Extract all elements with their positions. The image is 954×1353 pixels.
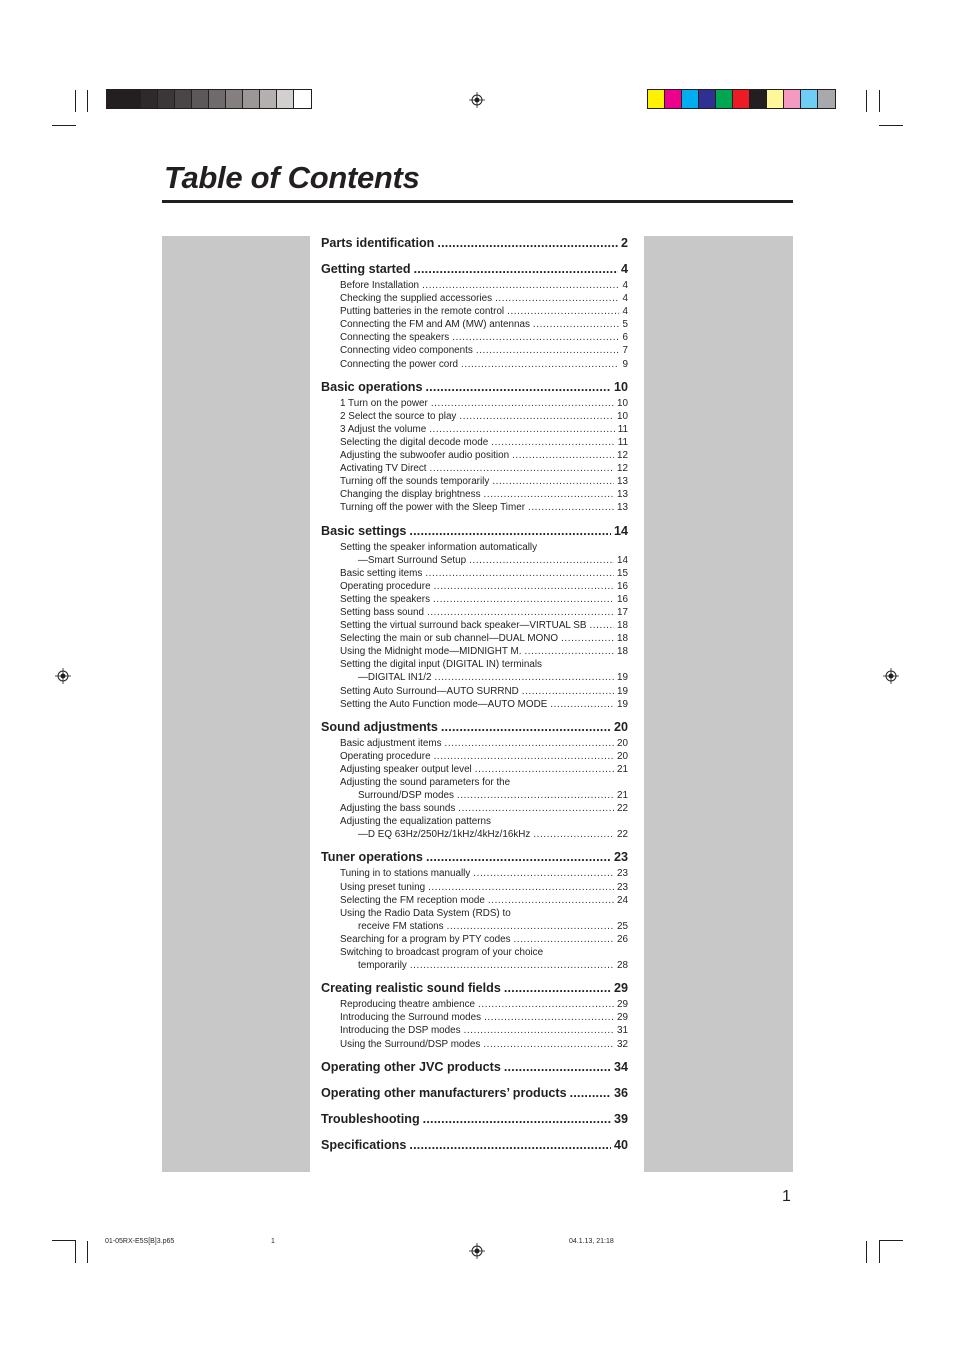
toc-entry-text: Using preset tuning — [340, 881, 426, 893]
gray-calibration-bars — [106, 89, 312, 109]
dot-leader — [522, 685, 614, 698]
toc-section — [321, 233, 628, 253]
toc-entry-text: Setting the Auto Function mode—AUTO MODE — [340, 698, 548, 710]
dot-leader — [431, 397, 614, 410]
toc-entry[interactable] — [321, 501, 628, 514]
dot-leader — [492, 475, 614, 488]
toc-entry[interactable] — [321, 1011, 628, 1024]
toc-entry-page: 13 — [617, 489, 628, 501]
table-of-contents — [321, 233, 628, 1155]
dot-leader — [458, 802, 614, 815]
toc-entry-text: Operating procedure — [340, 750, 431, 762]
registration-mark-icon — [55, 668, 71, 684]
toc-entry-text: Adjusting speaker output level — [340, 763, 472, 775]
calibration-swatch — [158, 90, 175, 108]
toc-entry-text: Activating TV Direct — [340, 463, 427, 475]
toc-heading-title: Sound adjustments — [321, 719, 438, 734]
footer-page: 1 — [271, 1238, 275, 1245]
toc-entry[interactable] — [321, 685, 628, 698]
toc-heading[interactable] — [321, 978, 628, 998]
toc-entry[interactable] — [321, 462, 628, 475]
toc-entry-page: 5 — [622, 319, 628, 331]
toc-entry[interactable] — [321, 750, 628, 763]
toc-entry-page: 22 — [617, 803, 628, 815]
toc-entry[interactable] — [321, 358, 628, 371]
dot-leader — [461, 358, 619, 371]
toc-entry-text: 2 Select the source to play — [340, 410, 457, 422]
toc-heading-title: Parts identification — [321, 236, 435, 250]
dot-leader — [429, 423, 615, 436]
calibration-swatch — [107, 90, 124, 108]
dot-leader — [426, 847, 611, 867]
toc-entry-page: 10 — [617, 397, 628, 409]
toc-entry[interactable] — [321, 554, 628, 567]
toc-entry-text: Setting the digital input (DIGITAL IN) terminals — [340, 659, 542, 671]
page-number: 1 — [782, 1188, 791, 1205]
dot-leader — [475, 763, 614, 776]
toc-entry-text: Adjusting the subwoofer audio position — [340, 450, 510, 462]
dot-leader — [425, 377, 611, 397]
dot-leader — [422, 279, 619, 292]
toc-entry-text: Selecting the main or sub channel—DUAL MONO — [340, 633, 559, 645]
toc-heading[interactable] — [321, 717, 628, 737]
footer-date: 04.1.13, 21:18 — [569, 1238, 614, 1245]
toc-entry-text: Basic setting items — [340, 567, 423, 579]
toc-entry-text: Putting batteries in the remote control — [340, 306, 505, 318]
calibration-swatch — [226, 90, 243, 108]
dot-leader — [414, 259, 618, 279]
toc-entry-text: Operating procedure — [340, 580, 431, 592]
toc-entry[interactable] — [321, 1024, 628, 1037]
toc-heading[interactable] — [321, 521, 628, 541]
dot-leader — [483, 1038, 614, 1051]
calibration-swatch — [750, 90, 767, 108]
toc-heading-page: 14 — [613, 523, 628, 538]
dot-leader — [570, 1083, 611, 1103]
toc-entry-text: Switching to broadcast program of your choice — [340, 947, 544, 959]
toc-heading-title: Specifications — [321, 1137, 407, 1152]
toc-entry[interactable] — [321, 567, 628, 580]
dot-leader — [589, 619, 614, 632]
dot-leader — [550, 698, 614, 711]
toc-entry-page: 19 — [617, 685, 628, 697]
dot-leader — [437, 233, 618, 253]
crop-mark — [879, 90, 880, 112]
calibration-swatch — [192, 90, 209, 108]
crop-mark — [866, 1241, 867, 1263]
toc-section — [321, 1135, 628, 1155]
dot-leader — [423, 1109, 611, 1129]
toc-entry-page: 21 — [617, 790, 628, 802]
toc-entry-text: Setting bass sound — [340, 606, 424, 618]
toc-entry-text: receive FM stations — [358, 920, 444, 932]
dot-leader — [409, 1135, 611, 1155]
toc-section — [321, 847, 628, 972]
calibration-swatch — [682, 90, 699, 108]
toc-entry[interactable] — [321, 580, 628, 593]
crop-mark — [87, 1241, 88, 1263]
toc-entry[interactable] — [321, 763, 628, 776]
crop-mark — [52, 125, 76, 126]
dot-leader — [533, 828, 614, 841]
dot-leader — [452, 331, 619, 344]
toc-entry-page: 29 — [617, 999, 628, 1011]
calibration-swatch — [818, 90, 835, 108]
toc-entry[interactable] — [321, 802, 628, 815]
toc-heading-title: Basic settings — [321, 523, 407, 538]
page-title: Table of Contents — [164, 160, 420, 195]
toc-entry[interactable] — [321, 907, 628, 920]
toc-heading-page: 4 — [620, 262, 628, 276]
toc-entry-text: Reproducing theatre ambience — [340, 999, 476, 1011]
calibration-swatch — [141, 90, 158, 108]
toc-entry-text: Introducing the DSP modes — [340, 1025, 461, 1037]
calibration-swatch — [294, 90, 311, 108]
dot-leader — [441, 717, 611, 737]
dot-leader — [488, 894, 614, 907]
toc-entry-text: Setting Auto Surround—AUTO SURRND — [340, 685, 519, 697]
calibration-swatch — [648, 90, 665, 108]
dot-leader — [491, 436, 615, 449]
dot-leader — [476, 344, 619, 357]
toc-heading-title: Creating realistic sound fields — [321, 981, 501, 996]
crop-mark — [75, 90, 76, 112]
toc-section — [321, 259, 628, 371]
dot-leader — [504, 978, 611, 998]
toc-entry[interactable] — [321, 946, 628, 959]
toc-entry-page: 4 — [622, 306, 628, 318]
toc-heading[interactable] — [321, 1109, 628, 1129]
toc-entry-page: 18 — [617, 646, 628, 658]
toc-entry[interactable] — [321, 436, 628, 449]
right-gray-panel — [644, 236, 793, 1172]
toc-entry-page: 21 — [617, 763, 628, 775]
title-rule — [162, 200, 793, 203]
toc-heading-title: Operating other JVC products — [321, 1059, 501, 1074]
toc-heading-page: 23 — [613, 850, 628, 865]
dot-leader — [409, 521, 611, 541]
toc-entry-text: Using the Midnight mode—MIDNIGHT M. — [340, 646, 522, 658]
footer-file-name: 01-05RX-E5S[B]3.p65 — [105, 1238, 175, 1245]
toc-entry-page: 4 — [622, 280, 628, 291]
dot-leader — [430, 462, 614, 475]
dot-leader — [524, 645, 614, 658]
toc-entry-text: Connecting the power cord — [340, 358, 459, 370]
toc-entry-page: 4 — [622, 293, 628, 305]
crop-mark — [52, 1240, 76, 1241]
toc-entry-page: 29 — [617, 1012, 628, 1024]
toc-entry-text: Changing the display brightness — [340, 489, 481, 501]
toc-entry[interactable] — [321, 894, 628, 907]
toc-entry-text: —D EQ 63Hz/250Hz/1kHz/4kHz/16kHz — [358, 829, 531, 841]
toc-entry-text: Setting the speakers — [340, 593, 431, 605]
toc-heading-page: 2 — [620, 236, 628, 250]
registration-mark-icon — [469, 92, 485, 108]
toc-entry[interactable] — [321, 541, 628, 554]
toc-entry-text: Adjusting the sound parameters for the — [340, 777, 511, 788]
toc-entry-page: 28 — [617, 960, 628, 972]
toc-entry-page: 32 — [617, 1038, 628, 1050]
toc-section — [321, 717, 628, 842]
toc-entry[interactable] — [321, 488, 628, 501]
toc-entry-page: 19 — [617, 672, 628, 684]
calibration-swatch — [277, 90, 294, 108]
dot-leader — [434, 750, 614, 763]
toc-entry-page: 10 — [617, 410, 628, 422]
toc-entry-text: temporarily — [358, 960, 407, 972]
dot-leader — [478, 998, 614, 1011]
toc-entry-text: 1 Turn on the power — [340, 397, 428, 409]
toc-entry-text: Adjusting the equalization patterns — [340, 816, 491, 828]
toc-entry-page: 18 — [617, 633, 628, 645]
toc-entry[interactable] — [321, 475, 628, 488]
toc-entry-text: Turning off the power with the Sleep Timer — [340, 502, 525, 514]
toc-heading-title: Tuner operations — [321, 850, 423, 865]
toc-entry[interactable] — [321, 1038, 628, 1051]
toc-entry[interactable] — [321, 423, 628, 436]
toc-entry[interactable] — [321, 279, 628, 292]
toc-entry-text: Setting the speaker information automatically — [340, 541, 538, 553]
calibration-swatch — [260, 90, 277, 108]
toc-entry[interactable] — [321, 632, 628, 645]
toc-entry[interactable] — [321, 776, 628, 789]
toc-heading-page: 34 — [613, 1059, 628, 1074]
toc-entry-page: 16 — [617, 593, 628, 605]
toc-entry-page: 13 — [617, 476, 628, 488]
dot-leader — [425, 567, 614, 580]
toc-entry[interactable] — [321, 933, 628, 946]
dot-leader — [435, 671, 614, 684]
toc-entry-text: Using the Surround/DSP modes — [340, 1038, 481, 1050]
toc-entry-page: 20 — [617, 750, 628, 762]
calibration-swatch — [767, 90, 784, 108]
toc-entry-page: 9 — [622, 358, 628, 370]
dot-leader — [433, 593, 614, 606]
toc-heading-page: 20 — [613, 719, 628, 734]
toc-entry-page: 12 — [617, 463, 628, 475]
toc-entry-page: 11 — [617, 423, 628, 435]
calibration-swatch — [209, 90, 226, 108]
toc-entry-text: Connecting video components — [340, 345, 473, 357]
dot-leader — [445, 737, 614, 750]
toc-section — [321, 521, 628, 711]
toc-entry[interactable] — [321, 828, 628, 841]
dot-leader — [533, 318, 619, 331]
toc-entry[interactable] — [321, 305, 628, 318]
toc-heading-page: 39 — [613, 1111, 628, 1126]
toc-entry-page: 16 — [617, 580, 628, 592]
dot-leader — [447, 920, 614, 933]
toc-entry-page: 11 — [617, 436, 628, 448]
toc-entry-page: 7 — [622, 345, 628, 357]
toc-entry[interactable] — [321, 815, 628, 828]
toc-entry[interactable] — [321, 344, 628, 357]
toc-entry-page: 25 — [617, 920, 628, 932]
toc-entry-text: Checking the supplied accessories — [340, 293, 493, 305]
crop-mark — [87, 90, 88, 112]
toc-entry-page: 24 — [617, 894, 628, 906]
dot-leader — [464, 1024, 614, 1037]
toc-entry-text: Surround/DSP modes — [358, 790, 454, 802]
toc-entry-text: Selecting the digital decode mode — [340, 436, 489, 448]
dot-leader — [484, 488, 614, 501]
calibration-swatch — [716, 90, 733, 108]
toc-entry-text: Basic adjustment items — [340, 737, 442, 749]
crop-mark — [75, 1241, 76, 1263]
dot-leader — [528, 501, 614, 514]
toc-entry-text: Setting the virtual surround back speaker—VIRTUAL SB — [340, 620, 587, 632]
toc-entry-page: 23 — [617, 868, 628, 880]
toc-section — [321, 1109, 628, 1129]
toc-entry-text: Connecting the FM and AM (MW) antennas — [340, 319, 530, 331]
toc-entry-text: —Smart Surround Setup — [358, 554, 467, 566]
calibration-swatch — [243, 90, 260, 108]
toc-entry[interactable] — [321, 645, 628, 658]
toc-entry-page: 14 — [617, 554, 628, 566]
calibration-swatch — [784, 90, 801, 108]
color-calibration-bars — [647, 89, 836, 109]
toc-entry-page: 26 — [617, 933, 628, 945]
toc-entry-text: Tuning in to stations manually — [340, 868, 471, 880]
toc-entry-text: Introducing the Surround modes — [340, 1012, 482, 1024]
toc-heading-page: 29 — [613, 981, 628, 996]
toc-entry[interactable] — [321, 920, 628, 933]
calibration-swatch — [665, 90, 682, 108]
toc-section — [321, 377, 628, 515]
toc-heading-title: Getting started — [321, 262, 411, 276]
toc-entry-page: 22 — [617, 829, 628, 841]
toc-entry-page: 20 — [617, 737, 628, 749]
toc-entry-page: 6 — [622, 332, 628, 344]
dot-leader — [434, 580, 614, 593]
toc-entry-text: Adjusting the bass sounds — [340, 803, 456, 815]
toc-section — [321, 1083, 628, 1103]
toc-entry[interactable] — [321, 698, 628, 711]
toc-heading[interactable] — [321, 377, 628, 397]
crop-mark — [879, 1241, 880, 1263]
toc-heading[interactable] — [321, 1057, 628, 1077]
dot-leader — [410, 959, 614, 972]
calibration-swatch — [801, 90, 818, 108]
toc-entry-text: Using the Radio Data System (RDS) to — [340, 907, 511, 919]
dot-leader — [484, 1011, 614, 1024]
calibration-swatch — [733, 90, 750, 108]
toc-heading-page: 40 — [613, 1137, 628, 1152]
toc-entry-page: 12 — [617, 450, 628, 462]
toc-heading[interactable] — [321, 259, 628, 279]
toc-entry-page: 17 — [617, 606, 628, 618]
toc-entry[interactable] — [321, 867, 628, 880]
dot-leader — [473, 867, 614, 880]
toc-entry-page: 18 — [617, 620, 628, 632]
registration-mark-icon — [883, 668, 899, 684]
toc-entry[interactable] — [321, 671, 628, 684]
toc-heading-page: 36 — [613, 1085, 628, 1100]
toc-heading[interactable] — [321, 847, 628, 867]
dot-leader — [495, 292, 619, 305]
crop-mark — [879, 125, 903, 126]
toc-entry-text: 3 Adjust the volume — [340, 423, 427, 435]
toc-heading-title: Troubleshooting — [321, 1111, 420, 1126]
toc-entry[interactable] — [321, 789, 628, 802]
toc-entry[interactable] — [321, 959, 628, 972]
left-gray-panel — [162, 236, 310, 1172]
toc-entry[interactable] — [321, 331, 628, 344]
toc-entry[interactable] — [321, 397, 628, 410]
toc-section — [321, 1057, 628, 1077]
toc-heading-page: 10 — [613, 379, 628, 394]
toc-entry[interactable] — [321, 658, 628, 671]
toc-entry[interactable] — [321, 606, 628, 619]
dot-leader — [512, 449, 614, 462]
toc-entry[interactable] — [321, 998, 628, 1011]
crop-mark — [866, 90, 867, 112]
toc-entry-page: 31 — [617, 1025, 628, 1037]
toc-entry-text: —DIGITAL IN1/2 — [358, 672, 432, 684]
dot-leader — [457, 789, 614, 802]
toc-heading[interactable] — [321, 233, 628, 253]
toc-entry[interactable] — [321, 292, 628, 305]
calibration-swatch — [175, 90, 192, 108]
toc-entry[interactable] — [321, 881, 628, 894]
dot-leader — [459, 410, 614, 423]
toc-heading-title: Operating other manufacturers’ products — [321, 1085, 567, 1100]
toc-entry-text: Searching for a program by PTY codes — [340, 933, 511, 945]
dot-leader — [469, 554, 614, 567]
toc-entry[interactable] — [321, 410, 628, 423]
toc-entry[interactable] — [321, 449, 628, 462]
toc-heading[interactable] — [321, 1135, 628, 1155]
toc-entry-page: 13 — [617, 502, 628, 514]
toc-entry[interactable] — [321, 619, 628, 632]
dot-leader — [427, 606, 614, 619]
calibration-swatch — [124, 90, 141, 108]
dot-leader — [507, 305, 619, 318]
dot-leader — [504, 1057, 611, 1077]
toc-heading[interactable] — [321, 1083, 628, 1103]
crop-mark — [879, 1240, 903, 1241]
toc-entry-text: Selecting the FM reception mode — [340, 894, 485, 906]
toc-entry-page: 19 — [617, 698, 628, 710]
toc-entry-page: 15 — [617, 567, 628, 579]
toc-entry-page: 23 — [617, 881, 628, 893]
toc-entry-text: Turning off the sounds temporarily — [340, 476, 490, 488]
calibration-swatch — [699, 90, 716, 108]
dot-leader — [514, 933, 614, 946]
toc-entry-text: Before Installation — [340, 280, 420, 291]
toc-entry-text: Connecting the speakers — [340, 332, 450, 344]
toc-entry[interactable] — [321, 737, 628, 750]
dot-leader — [428, 881, 614, 894]
toc-entry[interactable] — [321, 318, 628, 331]
dot-leader — [561, 632, 614, 645]
toc-entry[interactable] — [321, 593, 628, 606]
toc-section — [321, 978, 628, 1050]
registration-mark-icon — [469, 1243, 485, 1259]
toc-heading-title: Basic operations — [321, 379, 423, 394]
